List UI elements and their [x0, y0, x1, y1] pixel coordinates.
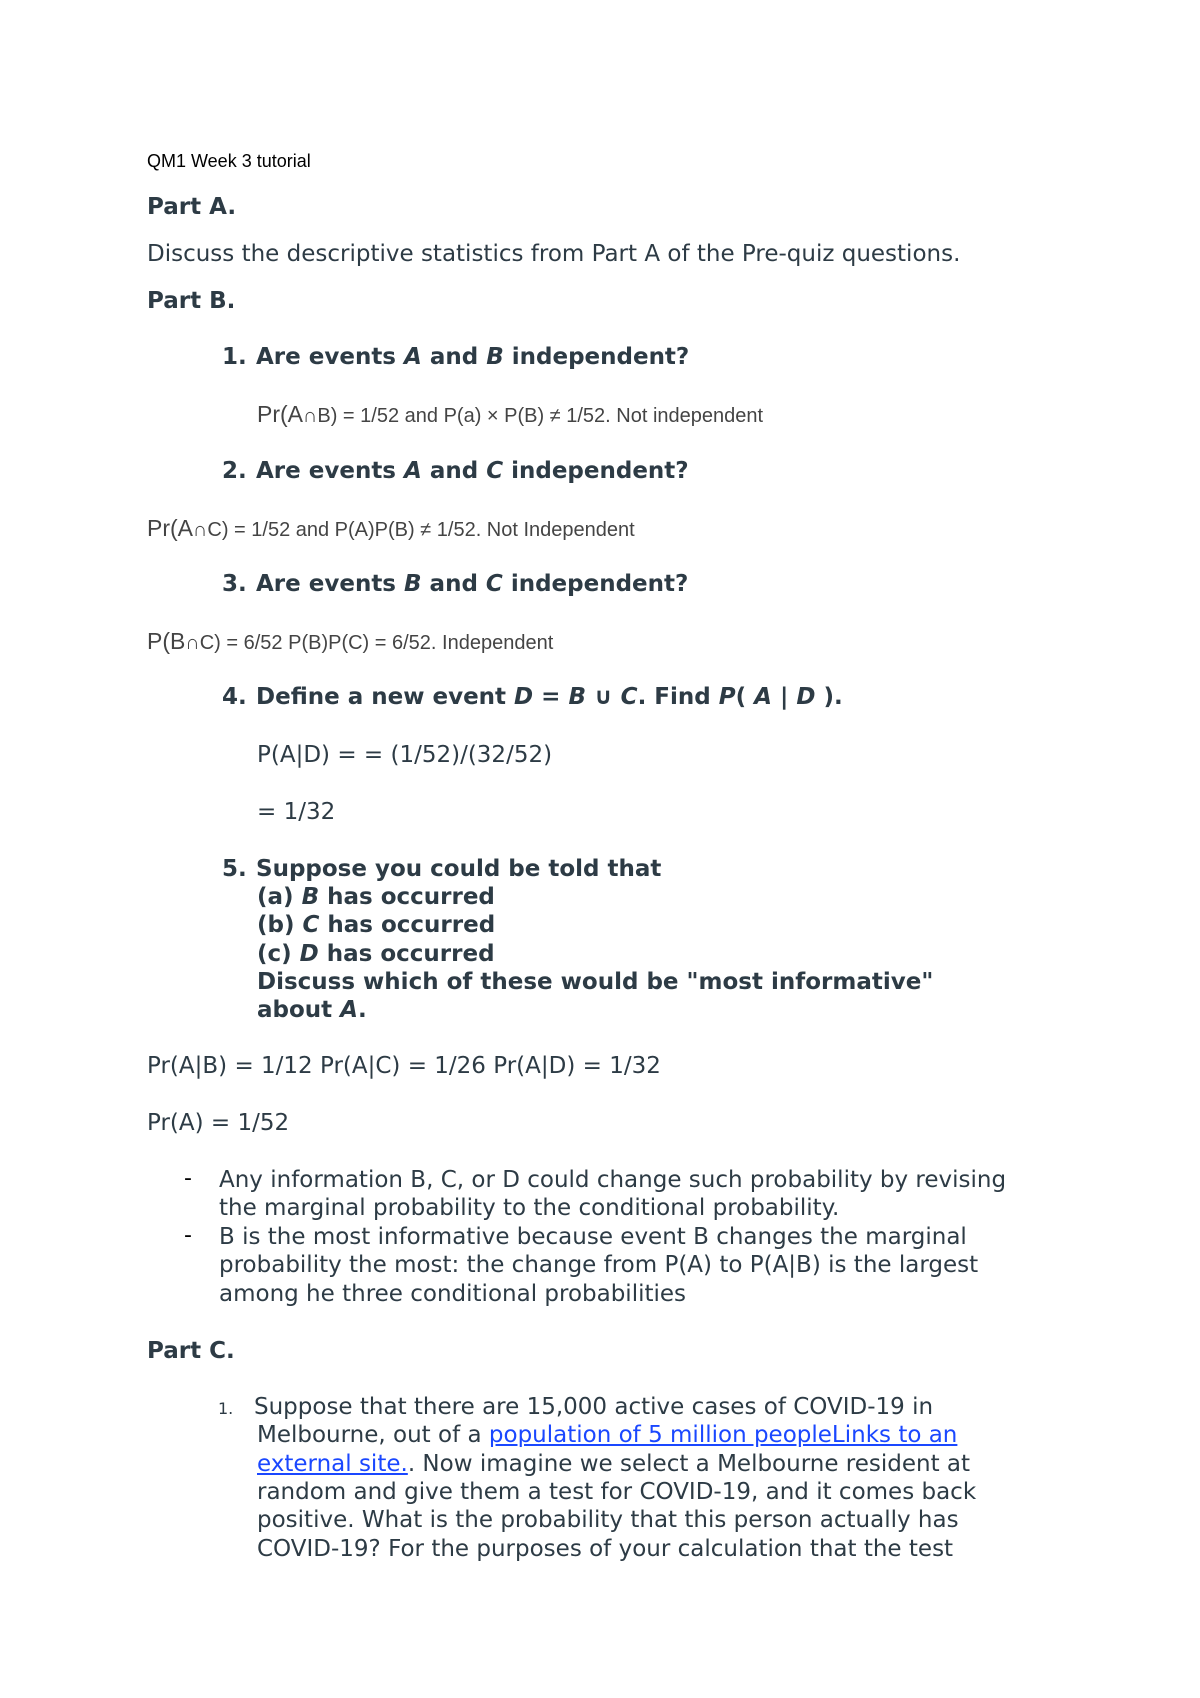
question-3-title: 3. Are events B and C independent?	[222, 571, 689, 597]
question-5-line-1: 5. Suppose you could be told that	[222, 856, 662, 882]
bullet-2-line-2: probability the most: the change from P(A) to P(A|B) is the largest	[219, 1252, 979, 1278]
part-b-heading: Part B.	[147, 288, 236, 314]
question-5-option-a: (a) B has occurred	[257, 884, 495, 910]
part-a-heading: Part A.	[147, 194, 237, 220]
question-5-answer-2: Pr(A) = 1/52	[147, 1110, 290, 1136]
question-5-number: 5.	[222, 856, 247, 882]
bullet-1-line-1: Any information B, C, or D could change such probability by revising	[219, 1167, 1007, 1193]
part-c-question-1-line-1: 1. Suppose that there are 15,000 active cases of COVID-19 in	[218, 1393, 933, 1423]
question-2-answer: Pr(A∩C) = 1/52 and P(A)P(B) ≠ 1/52. Not Independent	[147, 515, 635, 541]
document-title: QM1 Week 3 tutorial	[147, 151, 311, 171]
question-5-answer-1: Pr(A|B) = 1/12 Pr(A|C) = 1/26 Pr(A|D) = 1/32	[147, 1053, 661, 1079]
question-1-title: 1. Are events A and B independent?	[222, 344, 690, 370]
part-c-question-1-line-5: positive. What is the probability that this person actually has	[257, 1507, 959, 1533]
part-a-text: Discuss the descriptive statistics from Part A of the Pre-quiz questions.	[147, 241, 961, 267]
part-c-question-1-line-2: Melbourne, out of a population of 5 million peopleLinks to an	[257, 1422, 958, 1448]
question-5-line-6: about A.	[257, 997, 367, 1023]
question-1-answer: Pr(A∩B) = 1/52 and P(a) × P(B) ≠ 1/52. Not independent	[257, 401, 764, 427]
question-4-answer-line-1: P(A|D) = = (1/52)/(32/52)	[257, 742, 553, 768]
external-site-link[interactable]: external site.	[257, 1451, 408, 1477]
bullet-2-line-1: B is the most informative because event B changes the marginal	[219, 1224, 967, 1250]
question-2-number: 2.	[222, 458, 247, 484]
question-4-title: 4. Define a new event D = B ∪ C. Find P( A | D ).	[222, 684, 843, 710]
bullet-1-line-2: the marginal probability to the conditional probability.	[219, 1195, 840, 1221]
part-c-question-1-line-4: random and give them a test for COVID-19, and it comes back	[257, 1479, 977, 1505]
question-3-answer: P(B∩C) = 6/52 P(B)P(C) = 6/52. Independent	[147, 628, 554, 654]
question-4-answer-line-2: = 1/32	[257, 799, 336, 825]
bullet-dash: -	[184, 1166, 192, 1191]
question-5-option-c: (c) D has occurred	[257, 941, 495, 967]
part-c-question-1-number: 1.	[218, 1399, 234, 1418]
question-2-title: 2. Are events A and C independent?	[222, 458, 689, 484]
question-5-option-b: (b) C has occurred	[257, 912, 496, 938]
bullet-dash: -	[184, 1223, 192, 1248]
part-c-question-1-line-6: COVID-19? For the purposes of your calculation that the test	[257, 1536, 954, 1562]
question-4-number: 4.	[222, 684, 247, 710]
population-link[interactable]: population of 5 million peopleLinks to an	[488, 1422, 958, 1448]
bullet-2-line-3: among he three conditional probabilities	[219, 1281, 687, 1307]
part-c-question-1-line-3: external site.. Now imagine we select a Melbourne resident at	[257, 1451, 971, 1477]
question-1-number: 1.	[222, 344, 247, 370]
question-3-number: 3.	[222, 571, 247, 597]
question-5-line-5: Discuss which of these would be "most informative"	[257, 969, 934, 995]
part-c-heading: Part C.	[147, 1338, 235, 1364]
